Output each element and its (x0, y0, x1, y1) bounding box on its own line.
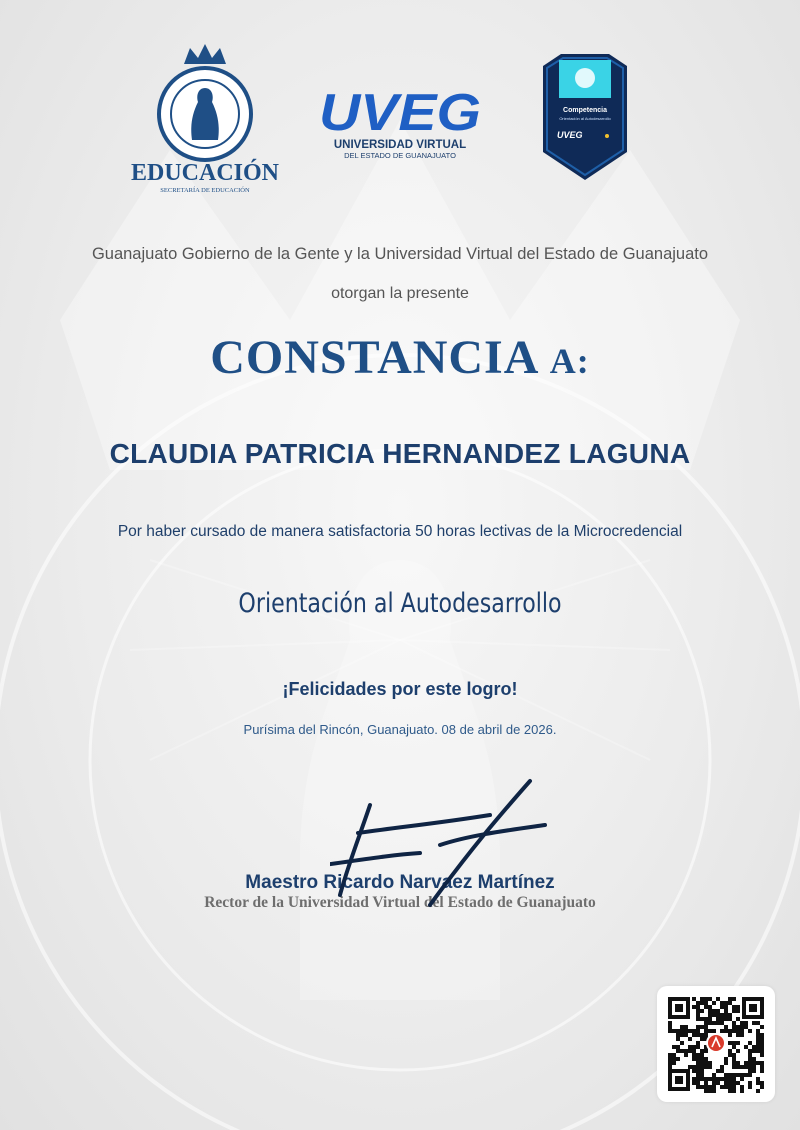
qr-code[interactable] (657, 986, 775, 1102)
crown-icon (184, 44, 226, 64)
badge-star-icon (605, 134, 609, 138)
recipient-name: CLAUDIA PATRICIA HERNANDEZ LAGUNA (109, 438, 691, 469)
education-word: EDUCACIÓN (130, 160, 280, 186)
place-date: Purísima del Rincón, Guanajuato. 08 de abril de 2026. (243, 722, 557, 737)
certificate-title (0, 330, 800, 385)
course-name: Orientación al Autodesarrollo (238, 588, 562, 619)
education-subtitle: SECRETARÍA DE EDUCACIÓN (160, 187, 250, 194)
uveg-line2: DEL ESTADO DE GUANAJUATO (344, 151, 456, 160)
signer-role: Rector de la Universidad Virtual del Estado de Guanajuato (204, 894, 596, 911)
education-logo (120, 40, 290, 200)
uveg-wordmark: UVEG (319, 86, 481, 142)
badge-subtitle: Orientación al Autodesarrollo (559, 116, 611, 121)
handwritten-signature (330, 775, 560, 915)
uveg-line1: UNIVERSIDAD VIRTUAL (333, 139, 467, 151)
qr-code-icon (666, 995, 766, 1093)
signer-name: Maestro Ricardo Narvaez Martínez (245, 872, 555, 893)
reason-text: Por haber cursado de manera satisfactoria 50 horas lectivas de la Microcredencial (117, 523, 683, 540)
intro-line: Guanajuato Gobierno de la Gente y la Universidad Virtual del Estado de Guanajuato (91, 245, 709, 263)
congrats-text: ¡Felicidades por este logro! (282, 679, 518, 699)
badge-mark: UVEG (557, 130, 583, 140)
title-suffix: A: (549, 341, 590, 381)
intro-line-2: otorgan la presente (331, 285, 469, 302)
title-main: CONSTANCIA (210, 331, 537, 384)
uveg-logo (312, 86, 488, 166)
competencia-badge (537, 52, 633, 184)
badge-title: Competencia (563, 107, 607, 114)
